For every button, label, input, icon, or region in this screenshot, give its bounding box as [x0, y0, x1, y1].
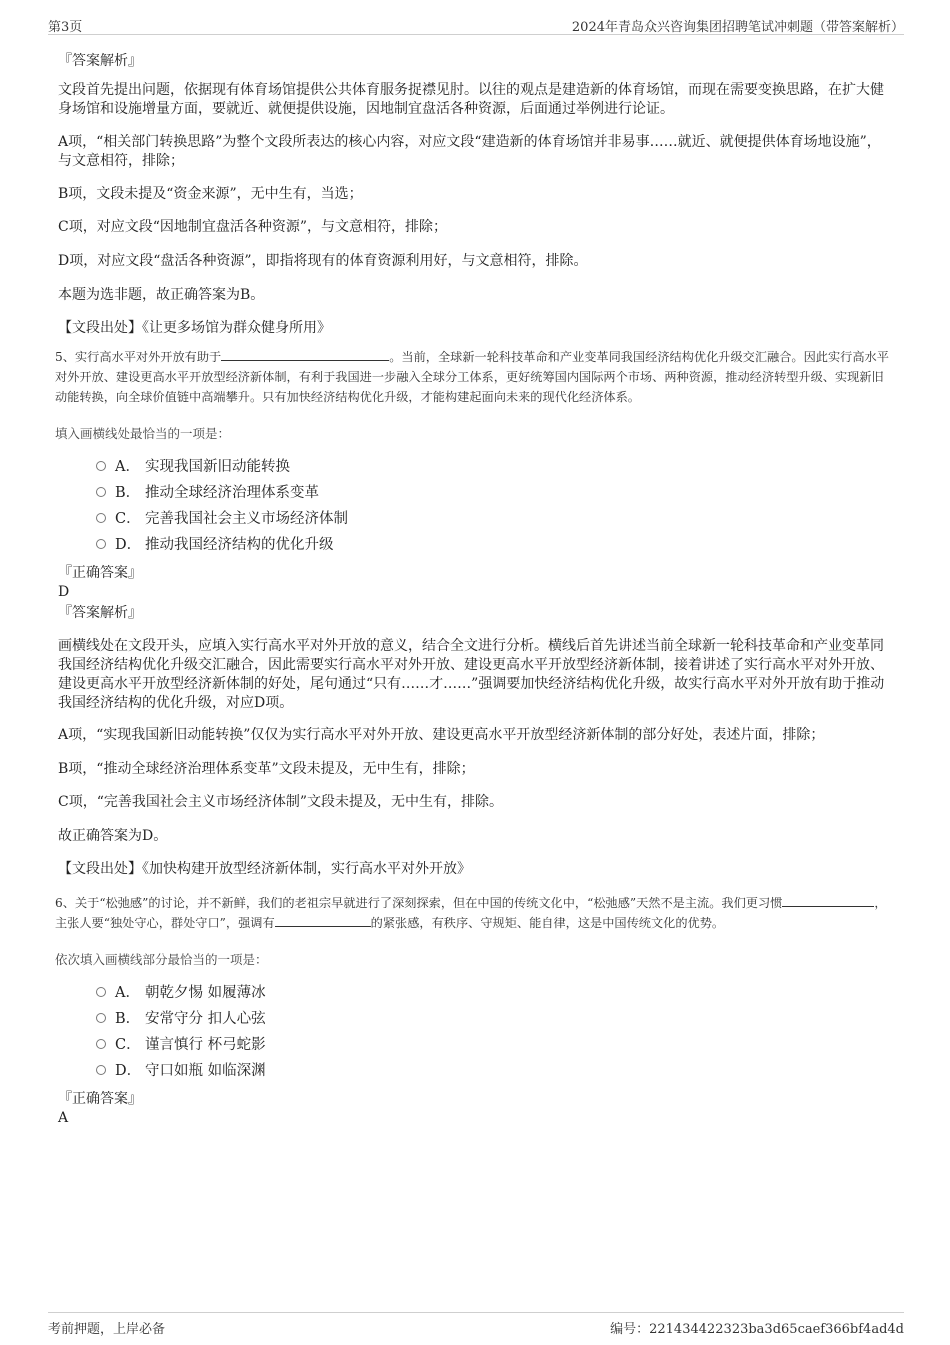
radio-icon[interactable] — [96, 987, 106, 997]
radio-icon[interactable] — [96, 1065, 106, 1075]
q5-jiexi-paragraph: C项，“完善我国社会主义市场经济体制”文段未提及，无中生有，排除。 — [58, 794, 504, 810]
q5-jiexi-paragraph: 画横线处在文段开头，应填入实行高水平对外开放的意义，结合全文进行分析。横线后首先讲述当前全球新一轮科技革命和产业变革同我国经济结构优化升级交汇融合，因此需要实行高水平对外开放、建设更高水平开放型经济新体制，接着讲述了实行高水平对外开放、建设更高水平开放型经济新体制的好处，尾句通过“只有……才……”强调要加快经济结构优化升级，故实行高水平对外开放有助于推动我国经济结构的优化升级，对应D项。 — [58, 638, 885, 711]
q5-answer-label: 『正确答案』 — [58, 565, 142, 581]
q5-jiexi-paragraph: 故正确答案为D。 — [58, 828, 168, 844]
option-text: 推动我国经济结构的优化升级 — [145, 537, 334, 553]
q4-jiexi-paragraph: 文段首先提出问题，依据现有体育场馆提供公共体育服务捉襟见肘。以往的观点是建造新的体育场馆，而现在需要变换思路，在扩大健身场馆和设施增量方面，要就近、就便提供设施，因地制宜盘活各种资源，后面通过举例进行论证。 — [58, 82, 884, 117]
q4-jiexi-paragraph: D项，对应文段“盘活各种资源”，即指将现有的体育资源利用好，与文意相符，排除。 — [58, 253, 588, 269]
option-text: 朝乾夕惕 如履薄冰 — [145, 985, 266, 1001]
radio-icon[interactable] — [96, 461, 106, 471]
option-text: 完善我国社会主义市场经济体制 — [145, 511, 348, 527]
q6-stem — [55, 893, 893, 933]
option-letter: D． — [115, 537, 142, 553]
q5-prompt: 填入画横线处最恰当的一项是： — [55, 426, 231, 441]
q5-answer: D — [58, 584, 70, 600]
q5-jiexi-paragraph: B项，“推动全球经济治理体系变革”文段未提及，无中生有，排除； — [58, 761, 475, 777]
q4-jiexi-paragraph: A项，“相关部门转换思路”为整个文段所表达的核心内容，对应文段“建造新的体育场馆并非易事……就近、就便提供体育场地设施”，与文意相符，排除； — [58, 134, 881, 169]
radio-icon[interactable] — [96, 487, 106, 497]
q4-jiexi-label: 『答案解析』 — [58, 53, 142, 69]
option-text: 谨言慎行 杯弓蛇影 — [145, 1037, 266, 1053]
option-letter: C． — [115, 511, 141, 527]
q4-source: 【文段出处】《让更多场馆为群众健身所用》 — [58, 320, 331, 336]
radio-icon[interactable] — [96, 539, 106, 549]
option-letter: B． — [115, 485, 141, 501]
q6-answer: A — [58, 1110, 69, 1126]
q5-source: 【文段出处】《加快构建开放型经济新体制，实行高水平对外开放》 — [58, 861, 471, 877]
option-text: 守口如瓶 如临深渊 — [145, 1063, 266, 1079]
q5-jiexi-label: 『答案解析』 — [58, 605, 142, 621]
q6-stem-part: ，主张人要“独处守心，群处守口”，强调有 — [55, 896, 887, 930]
q5-stem-after: 。当前，全球新一轮科技革命和产业变革同我国经济结构优化升级交汇融合。因此实行高水平对外开放、建设更高水平开放型经济新体制，有利于我国进一步融入全球分工体系，更好统筹国内国际两个市场、两种资源，推动经济转型升级、实现新旧动能转换，向全球价值链中高端攀升。只有加快经济结构优化升级，才能构建起面向未来的现代化经济体系。 — [55, 350, 889, 404]
q5-option-a[interactable] — [96, 457, 290, 477]
q6-stem-part: 6、关于“松弛感”的讨论，并不新鲜，我们的老祖宗早就进行了深刻探索，但在中国的传统文化中，“松弛感”天然不是主流。我们更习惯 — [55, 896, 783, 910]
q4-jiexi-paragraph: 本题为选非题，故正确答案为B。 — [58, 287, 265, 303]
fill-blank — [782, 894, 874, 907]
q5-stem-before: 5、实行高水平对外开放有助于 — [55, 350, 222, 364]
footer-slogan: 考前押题，上岸必备 — [48, 1322, 166, 1337]
q6-answer-label: 『正确答案』 — [58, 1091, 142, 1107]
page-number: 第3页 — [48, 20, 83, 35]
option-letter: B． — [115, 1011, 141, 1027]
page-footer — [48, 1312, 904, 1335]
option-letter: C． — [115, 1037, 141, 1053]
option-text: 推动全球经济治理体系变革 — [145, 485, 319, 501]
q6-option-b[interactable] — [96, 1009, 266, 1029]
radio-icon[interactable] — [96, 1013, 106, 1023]
radio-icon[interactable] — [96, 1039, 106, 1049]
fill-blank — [275, 914, 371, 927]
option-letter: A． — [115, 985, 140, 1001]
radio-icon[interactable] — [96, 513, 106, 523]
q5-option-d[interactable] — [96, 535, 334, 555]
q4-jiexi-paragraph: B项，文段未提及“资金来源”，无中生有，当选； — [58, 186, 363, 202]
q5-option-b[interactable] — [96, 483, 319, 503]
option-text: 实现我国新旧动能转换 — [145, 459, 290, 475]
q6-option-a[interactable] — [96, 983, 266, 1003]
document-title: 2024年青岛众兴咨询集团招聘笔试冲刺题（带答案解析） — [571, 20, 904, 35]
q5-stem — [55, 347, 893, 407]
q5-jiexi-paragraph: A项，“实现我国新旧动能转换”仅仅为实行高水平对外开放、建设更高水平开放型经济新体制的部分好处，表述片面，排除； — [58, 727, 825, 743]
option-letter: A． — [115, 459, 140, 475]
option-text: 安常守分 扣人心弦 — [145, 1011, 266, 1027]
q6-option-d[interactable] — [96, 1061, 266, 1081]
fill-blank — [221, 348, 389, 361]
page-header — [48, 14, 904, 35]
q4-jiexi-paragraph: C项，对应文段“因地制宜盘活各种资源”，与文意相符，排除； — [58, 219, 448, 235]
q6-stem-part: 的紧张感，有秩序、守规矩、能自律，这是中国传统文化的优势。 — [370, 916, 725, 930]
q6-option-c[interactable] — [96, 1035, 266, 1055]
option-letter: D． — [115, 1063, 142, 1079]
document-code: 编号：221434422323ba3d65caef366bf4ad4d — [610, 1322, 904, 1337]
q6-prompt: 依次填入画横线部分最恰当的一项是： — [55, 952, 268, 967]
q5-option-c[interactable] — [96, 509, 348, 529]
